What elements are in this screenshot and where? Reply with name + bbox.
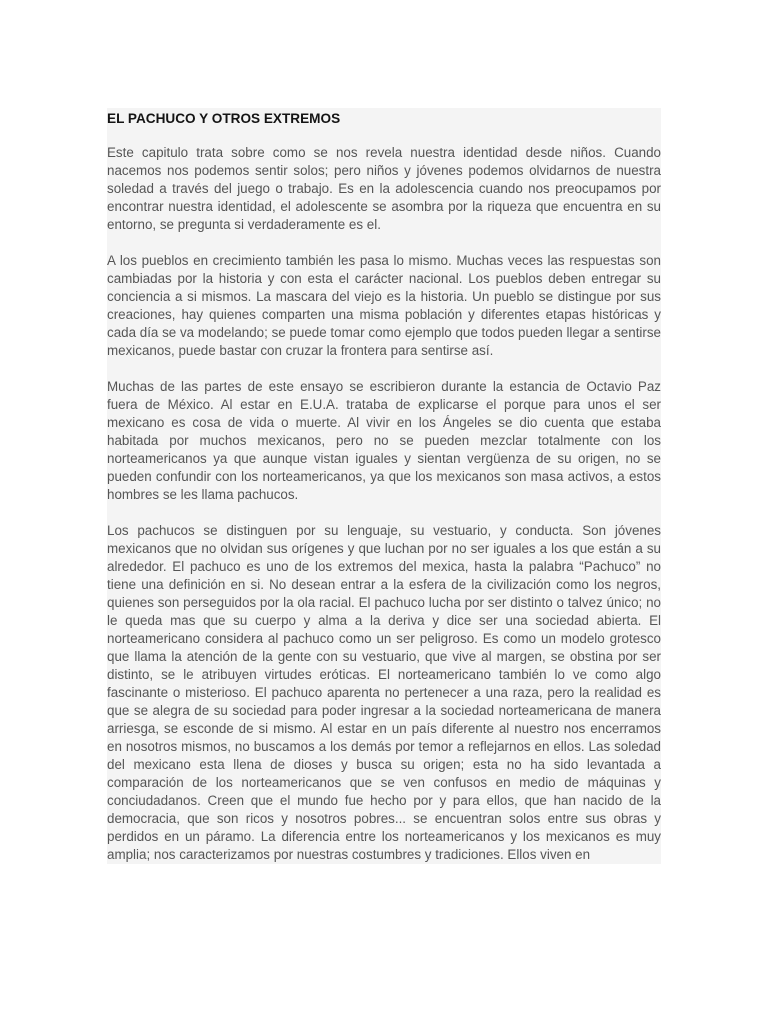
paragraph-peoples: A los pueblos en crecimiento también les pasa lo mismo. Muchas veces las respuestas son cambiadas por la historia y con esta el carácter nacional. Los pueblos deben entregar su conciencia a si mismos. La mascara del viejo es la historia. Un pueblo se distingue por sus creaciones, hay quienes comparten una misma población y diferentes etapas históricas y cada día se va modelando; se puede tomar como ejemplo que todos pueden llegar a sentirse mexicanos, puede bastar con cruzar la frontera para sentirse así. [107, 253, 661, 358]
document-title: EL PACHUCO Y OTROS EXTREMOS [107, 111, 341, 126]
text-block [107, 108, 661, 864]
paragraph-identity: Este capitulo trata sobre como se nos revela nuestra identidad desde niños. Cuando nacemos nos podemos sentir solos; pero niños y jóvenes podemos olvidarnos de nuestra soledad a través del juego o trabajo. Es en la adolescencia cuando nos preocupamos por encontrar nuestra identidad, el adolescente se asombra por la riqueza que encuentra en su entorno, se pregunta si verdaderamente es el. [107, 145, 661, 232]
paragraph-essay-origin: Muchas de las partes de este ensayo se escribieron durante la estancia de Octavio Paz fuera de México. Al estar en E.U.A. trataba de explicarse el porque para unos el ser mexicano es cosa de vida o muerte. Al vivir en los Ángeles se dio cuenta que estaba habitada por muchos mexicanos, pero no se pueden mezclar totalmente con los norteamericanos ya que aunque vistan iguales y sientan vergüenza de su origen, no se pueden confundir con los norteamericanos, ya que los mexicanos son masa activos, a estos hombres se les llama pachucos. [107, 379, 661, 502]
paragraph-pachucos: Los pachucos se distinguen por su lenguaje, su vestuario, y conducta. Son jóvenes mexicanos que no olvidan sus orígenes y que luchan por no ser iguales a los que están a su alrededor. El pachuco es uno de los extremos del mexica, hasta la palabra “Pachuco” no tiene una definición en si. No desean entrar a la esfera de la civilización como los negros, quienes son perseguidos por la ola racial. El pachuco lucha por ser distinto o talvez único; no le queda mas que su cuerpo y alma a la deriva y dice ser una sociedad abierta. El norteamericano considera al pachuco como un ser peligroso. Es como un modelo grotesco que llama la atención de la gente con su vestuario, que vive al margen, se obstina por ser distinto, se le atribuyen virtudes eróticas. El norteamericano también lo ve como algo fascinante o misterioso. El pachuco aparenta no pertenecer a una raza, pero la realidad es que se alegra de su sociedad para poder ingresar a la sociedad norteamericana de manera arriesga, se esconde de si mismo. Al estar en un país diferente al nuestro nos encerramos en nosotros mismos, no buscamos a los demás por temor a reflejarnos en ellos. Las soledad del mexicano esta llena de dioses y busca su origen; esta no ha sido levantada a comparación de los norteamericanos que se ven confusos en medio de máquinas y conciudadanos. Creen que el mundo fue hecho por y para ellos, que han nacido de la democracia, que son ricos y nosotros pobres... se encuentran solos entre sus obras y perdidos en un páramo. La diferencia entre los norteamericanos y los mexicanos es muy amplia; nos caracterizamos por nuestras costumbres y tradiciones. Ellos viven en [107, 523, 661, 862]
